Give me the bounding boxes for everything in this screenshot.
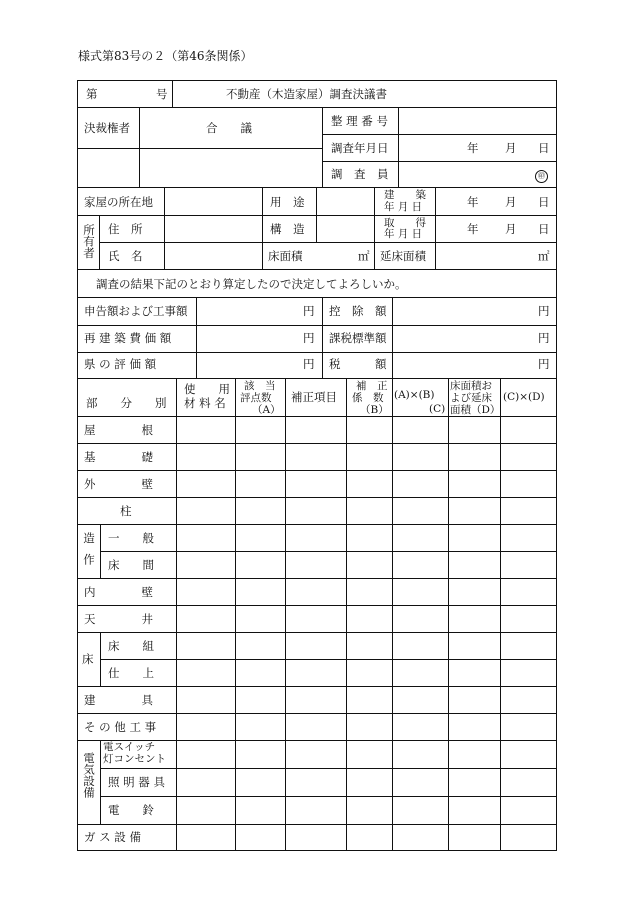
doc-number-prefix: 第 — [86, 87, 98, 101]
row-outer-wall: 外 壁 — [84, 477, 153, 491]
divider — [77, 297, 557, 298]
acquired-date-label-2: 年 月 日 — [384, 228, 423, 240]
divider — [392, 378, 393, 851]
divider — [77, 325, 557, 326]
divider — [100, 659, 557, 660]
row-construction: 造作 — [82, 532, 96, 575]
approver-label: 決裁権者 — [84, 121, 130, 135]
built-date-label-2: 年 月 日 — [384, 201, 423, 213]
divider — [77, 416, 557, 417]
total-floor-area-unit: ㎡ — [538, 249, 550, 263]
divider — [435, 187, 436, 269]
date-day: 日 — [538, 141, 550, 155]
column-ab-2: (C) — [429, 403, 446, 415]
deduction-label: 控 除 額 — [329, 304, 387, 318]
address-label: 住 所 — [108, 222, 143, 236]
column-area-3: 面積（D） — [450, 404, 501, 416]
column-material-2: 材 料 名 — [184, 396, 226, 410]
divider — [346, 378, 347, 851]
divider — [100, 796, 557, 797]
acquired-date-label-1: 取 得 — [384, 217, 426, 229]
survey-date-label: 調査年月日 — [331, 141, 389, 155]
divider — [164, 187, 165, 269]
row-pillar: 柱 — [120, 504, 132, 518]
divider — [285, 378, 286, 851]
row-ceiling: 天 井 — [84, 612, 153, 626]
divider — [500, 378, 501, 851]
row-alcove: 床 間 — [108, 558, 154, 572]
divider — [235, 378, 236, 851]
floor-area-label: 床面積 — [268, 249, 303, 263]
divider — [77, 686, 557, 687]
column-area-2: よび延床 — [450, 392, 492, 404]
house-location-label: 家屋の所在地 — [84, 195, 153, 209]
total-floor-area-label: 延床面積 — [380, 249, 426, 263]
divider — [100, 740, 101, 824]
column-points-1: 該 当 — [244, 380, 276, 392]
divider — [172, 80, 173, 107]
divider — [176, 378, 177, 851]
declared-amount-label: 申告額および工事額 — [84, 304, 188, 318]
column-cd: (C)×(D) — [503, 391, 545, 403]
built-year: 年 — [467, 195, 479, 209]
divider — [316, 187, 317, 242]
divider — [77, 524, 557, 525]
row-lighting: 照 明 器 具 — [108, 775, 165, 789]
seal-icon: ㊞ — [535, 170, 548, 183]
row-fittings: 建 具 — [84, 693, 153, 707]
divider — [77, 107, 557, 108]
column-points-3: （A） — [252, 404, 281, 416]
divider — [77, 378, 557, 379]
tax-base-label: 課税標準額 — [329, 331, 387, 345]
divider — [99, 215, 100, 269]
pref-valuation-label: 県 の 評 価 額 — [84, 357, 157, 371]
divider — [77, 824, 557, 825]
acquired-day: 日 — [538, 222, 550, 236]
built-date-label-1: 建 築 — [384, 189, 426, 201]
usage-label: 用 途 — [270, 195, 305, 209]
decision-statement: 調査の結果下記のとおり算定したので決定してよろしいか。 — [96, 277, 407, 291]
column-ab-1: (A)×(B) — [394, 389, 435, 401]
divider — [77, 713, 557, 714]
divider — [77, 578, 557, 579]
divider — [398, 107, 399, 187]
divider — [262, 187, 263, 269]
row-floor-frame: 床 組 — [108, 639, 154, 653]
divider — [100, 551, 557, 552]
row-roof: 屋 根 — [84, 423, 153, 437]
built-day: 日 — [538, 195, 550, 209]
divider — [196, 297, 197, 378]
column-area-1: 床面積お — [450, 380, 492, 392]
yen-unit: 円 — [538, 331, 550, 345]
seal-mark — [535, 168, 548, 183]
row-bell: 電 鈴 — [108, 803, 154, 817]
row-electric: 電気設備 — [82, 752, 96, 798]
divider — [322, 134, 557, 135]
divider — [77, 352, 557, 353]
floor-area-unit: ㎡ — [358, 249, 370, 263]
divider — [77, 632, 557, 633]
yen-unit: 円 — [538, 357, 550, 371]
divider — [77, 605, 557, 606]
divider — [100, 768, 557, 769]
column-coef-1: 補 正 — [356, 380, 388, 392]
divider — [322, 107, 323, 187]
column-part: 部 分 別 — [86, 396, 167, 410]
divider — [322, 161, 557, 162]
tax-amount-label: 税 額 — [329, 357, 387, 371]
divider — [77, 187, 557, 188]
acquired-year: 年 — [467, 222, 479, 236]
divider — [77, 443, 557, 444]
divider — [77, 215, 557, 216]
serial-number-label: 整 理 番 号 — [331, 114, 388, 128]
row-switch-1: 電スイッチ — [103, 741, 156, 753]
column-coef-3: （B） — [360, 404, 389, 416]
row-foundation: 基 礎 — [84, 450, 153, 464]
column-points-2: 評点数 — [240, 392, 272, 404]
row-gas: ガ ス 設 備 — [84, 830, 141, 844]
divider — [374, 187, 375, 269]
row-other-work: そ の 他 工 事 — [84, 720, 157, 734]
doc-number-suffix: 号 — [156, 87, 168, 101]
yen-unit: 円 — [303, 304, 315, 318]
form-title: 様式第83号の２（第46条関係） — [78, 49, 253, 63]
acquired-month: 月 — [505, 222, 517, 236]
row-floor: 床 — [82, 652, 94, 666]
row-floor-finish: 仕 上 — [108, 666, 154, 680]
date-month: 月 — [505, 141, 517, 155]
divider — [139, 107, 140, 187]
column-coef-2: 係 数 — [352, 392, 384, 404]
row-general: 一 般 — [108, 531, 154, 545]
structure-label: 構 造 — [270, 222, 305, 236]
divider — [77, 148, 322, 149]
divider — [322, 297, 323, 378]
consultation-label: 合 議 — [206, 121, 252, 135]
column-adjust-item: 補正項目 — [291, 390, 337, 404]
row-switch-2: 灯コンセント — [103, 753, 166, 765]
yen-unit: 円 — [538, 304, 550, 318]
yen-unit: 円 — [303, 357, 315, 371]
rebuild-cost-label: 再 建 築 費 価 額 — [84, 331, 172, 345]
divider — [77, 470, 557, 471]
column-material-1: 使 用 — [184, 382, 230, 396]
surveyor-label: 調 査 員 — [331, 167, 389, 181]
owner-label: 所有者 — [82, 224, 96, 259]
divider — [99, 242, 557, 243]
built-month: 月 — [505, 195, 517, 209]
row-inner-wall: 内 壁 — [84, 585, 153, 599]
document-title: 不動産（木造家屋）調査決議書 — [226, 87, 387, 101]
divider — [448, 378, 449, 851]
divider — [392, 297, 393, 378]
divider — [77, 497, 557, 498]
divider — [77, 269, 557, 270]
name-label: 氏 名 — [108, 249, 143, 263]
yen-unit: 円 — [303, 331, 315, 345]
date-year: 年 — [467, 141, 479, 155]
